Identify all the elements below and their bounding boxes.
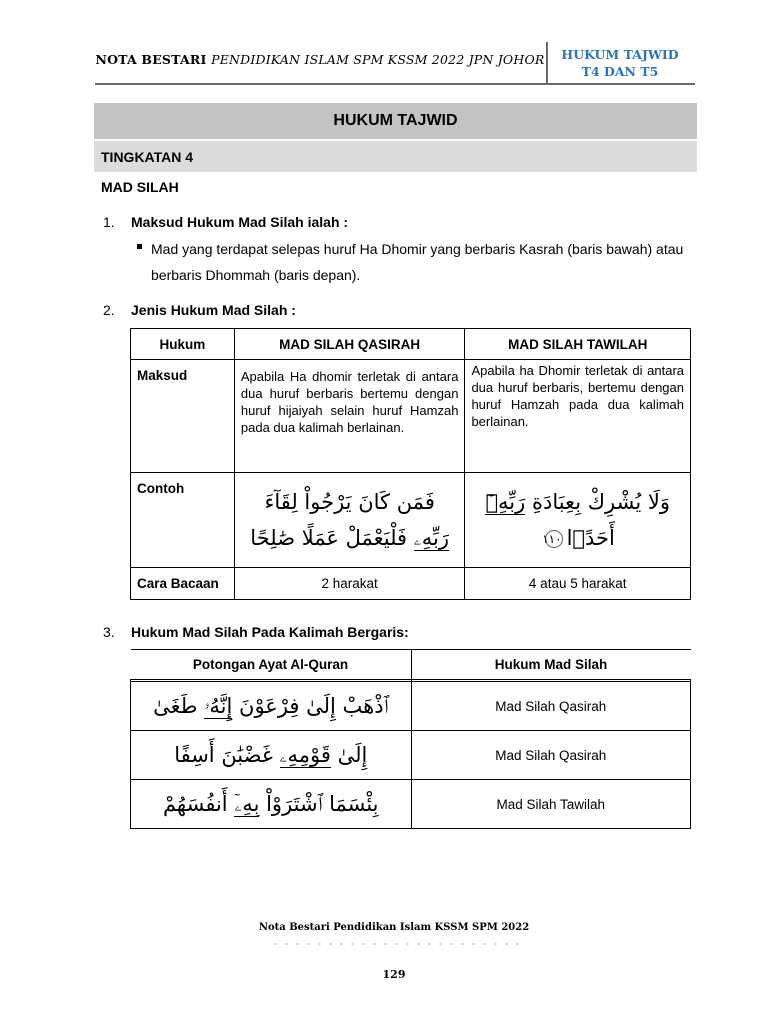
contoh-qasirah-underlined: رَبِّهِۦ	[413, 526, 449, 550]
ayat-after: طَغَىٰ	[153, 693, 205, 718]
contoh-qasirah-before: فَمَن كَانَ يَرْجُواْ لِقَآءَ	[264, 490, 435, 514]
ayat-after: أَنفُسَهُمْ	[162, 791, 235, 816]
header-topic	[552, 46, 688, 80]
row-label-bacaan: Cara Bacaan	[131, 568, 235, 600]
maksud-tawilah: Apabila ha Dhomir terletak di antara dua huruf berbaris, bertemu dengan huruf Hamzah pada dua kalimah berlainan.	[465, 360, 691, 473]
contoh-qasirah-after: فَلْيَعْمَلْ عَمَلًا صَٰلِحًا	[250, 526, 414, 550]
bacaan-qasirah: 2 harakat	[234, 568, 465, 600]
q1-label: Maksud Hukum Mad Silah ialah :	[131, 214, 349, 230]
subtitle-bar	[94, 141, 697, 172]
table-row-contoh	[131, 473, 691, 568]
row-label-contoh: Contoh	[131, 473, 235, 568]
q2-label: Jenis Hukum Mad Silah :	[131, 302, 296, 318]
hukum-cell: Mad Silah Tawilah	[411, 780, 691, 829]
ayat-underlined: قَوْمِهِۦ	[279, 742, 331, 767]
hukum-cell: Mad Silah Qasirah	[411, 682, 691, 731]
q1-number: 1.	[103, 214, 115, 230]
section-heading: MAD SILAH	[101, 179, 179, 195]
header-title-italic: PENDIDIKAN ISLAM SPM KSSM 2022 JPN JOHOR	[211, 52, 545, 67]
footer-dots	[270, 942, 520, 946]
ayah-number-marker: ١١٠	[542, 532, 562, 546]
hukum-cell: Mad Silah Qasirah	[411, 731, 691, 780]
subtitle: TINGKATAN 4	[101, 148, 194, 165]
col-header-tawilah: MAD SILAH TAWILAH	[465, 329, 691, 360]
q2-number: 2.	[103, 302, 115, 318]
header-topic-line2: T4 DAN T5	[581, 64, 659, 79]
page-number: 129	[382, 968, 406, 981]
page-title: HUKUM TAJWID	[94, 103, 697, 139]
table-row	[131, 780, 691, 829]
mad-silah-types-table	[130, 328, 691, 600]
ayat-cell	[131, 682, 412, 731]
table-header-row	[131, 329, 691, 360]
ayat-cell	[131, 731, 412, 780]
col-header-hukum: Hukum Mad Silah	[411, 650, 691, 680]
header-topic-line1: HUKUM TAJWID	[561, 47, 679, 62]
ayat-before: ٱذْهَبْ إِلَىٰ فِرْعَوْنَ	[232, 693, 389, 718]
header-title-bold: NOTA BESTARI	[95, 52, 207, 67]
contoh-qasirah	[234, 473, 465, 568]
q1-definition: Mad yang terdapat selepas huruf Ha Dhomir yang berbaris Kasrah (baris bawah) atau berbaris Dhommah (baris depan).	[151, 241, 684, 283]
q3-label: Hukum Mad Silah Pada Kalimah Bergaris:	[131, 624, 409, 640]
col-header-qasirah: MAD SILAH QASIRAH	[234, 329, 465, 360]
contoh-tawilah	[465, 473, 691, 568]
ayat-before: إِلَىٰ	[330, 742, 368, 767]
header-rule	[95, 83, 695, 85]
table-row-maksud	[131, 360, 691, 473]
table-row-bacaan	[131, 568, 691, 600]
bullet-icon	[137, 244, 142, 249]
header-divider	[546, 42, 548, 84]
contoh-tawilah-after: أَحَدًۢا	[566, 526, 615, 550]
ayat-after: غَضْبَٰنَ أَسِفًا	[174, 742, 280, 767]
bacaan-tawilah: 4 atau 5 harakat	[465, 568, 691, 600]
bergaris-table	[130, 649, 691, 829]
table-header-row	[131, 650, 691, 680]
ayat-cell	[131, 780, 412, 829]
q3-number: 3.	[103, 624, 115, 640]
ayat-underlined: بِهِۦٓ	[234, 791, 260, 816]
contoh-tawilah-before: وَلَا يُشْرِكْ بِعِبَادَةِ	[525, 490, 670, 514]
footer-text: Nota Bestari Pendidikan Islam KSSM SPM 2022	[258, 922, 530, 933]
table-row	[131, 731, 691, 780]
table-row	[131, 682, 691, 731]
contoh-tawilah-underlined: رَبِّهِۦٓ	[485, 490, 526, 514]
col-header-hukum: Hukum	[131, 329, 235, 360]
col-header-potongan: Potongan Ayat Al-Quran	[131, 650, 412, 680]
ayat-before: بِئْسَمَا ٱشْتَرَوْاْ	[259, 791, 379, 816]
row-label-maksud: Maksud	[131, 360, 235, 473]
ayat-underlined: إِنَّهُۥ	[204, 693, 233, 718]
maksud-qasirah: Apabila Ha dhomir terletak di antara dua huruf berbaris bertemu dengan huruf hijaiyah selain huruf Hamzah pada dua kalimah berlainan.	[234, 360, 465, 473]
header-title	[95, 52, 545, 67]
